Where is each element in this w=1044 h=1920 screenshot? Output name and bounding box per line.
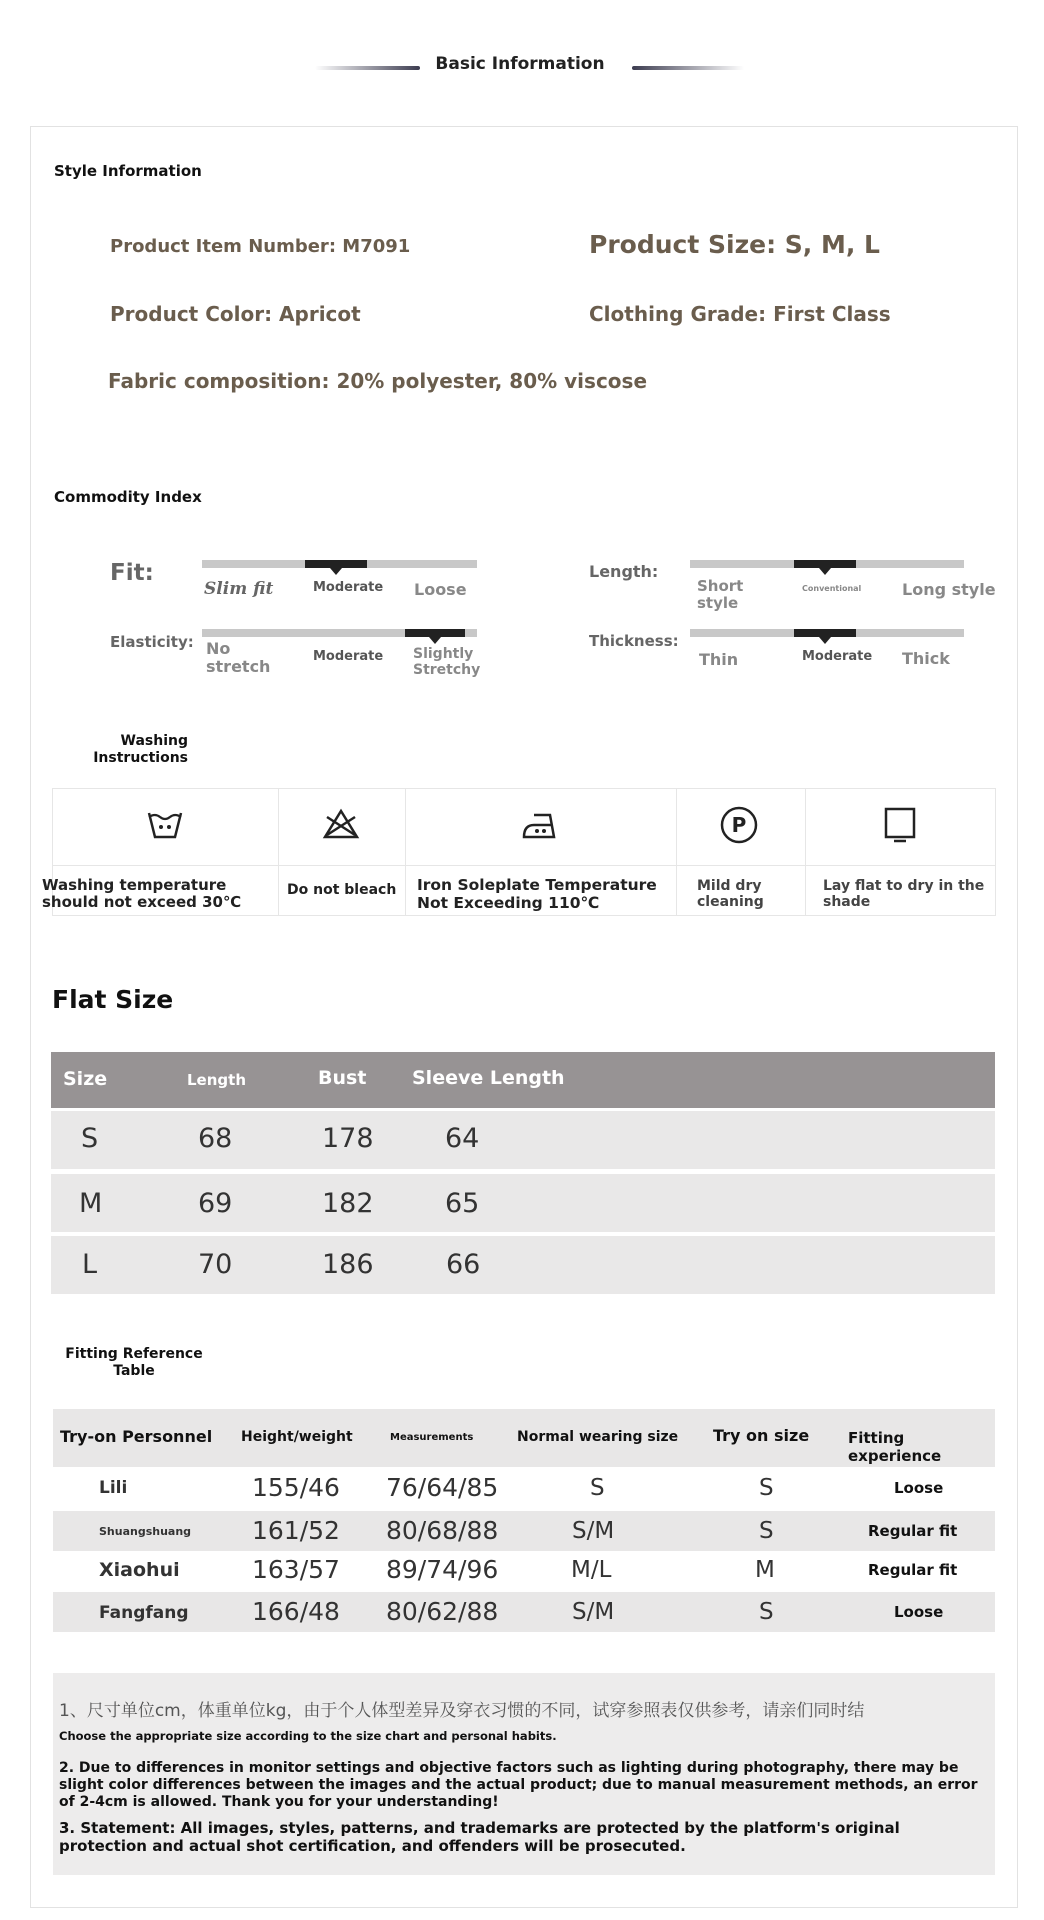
note-line-1: 1、尺寸单位cm，体重单位kg，由于个人体型差异及穿衣习惯的不同，试穿参照表仅供参考，请亲们同时结: [59, 1701, 865, 1721]
length-scale-marker: [794, 560, 856, 568]
cell-personnel: Lili: [99, 1478, 128, 1498]
wash-text-iron: Iron Soleplate Temperature Not Exceeding 110℃: [417, 876, 657, 912]
note-line-1b: Choose the appropriate size according to the size chart and personal habits.: [59, 1729, 557, 1743]
fit-scale-marker: [305, 560, 367, 568]
elasticity-option-moderate: Moderate: [313, 649, 384, 664]
col-normal-size: Normal wearing size: [517, 1429, 679, 1445]
dry-clean-p-icon: [719, 805, 759, 845]
table-row: [53, 1511, 995, 1551]
elasticity-scale-marker: [405, 629, 465, 637]
cell-personnel: Fangfang: [99, 1603, 189, 1623]
col-length: Length: [187, 1071, 246, 1089]
col-sleeve: Sleeve Length: [412, 1067, 565, 1089]
col-height-weight: Height/weight: [241, 1429, 353, 1445]
flat-size-header: [51, 1052, 995, 1108]
wash-text-bleach: Do not bleach: [287, 882, 397, 898]
elasticity-option-none: No stretch: [206, 639, 271, 677]
length-option-long: Long style: [902, 580, 996, 599]
col-experience: Fitting experience: [848, 1429, 942, 1465]
fit-option-loose: Loose: [414, 580, 467, 599]
cell-height-weight: 161/52: [252, 1516, 340, 1545]
table-row: [51, 1111, 995, 1169]
elasticity-option-slight: Slightly Stretchy: [413, 646, 481, 679]
cell-sleeve: 66: [446, 1249, 481, 1280]
header-decor-left: [315, 66, 420, 70]
cell-experience: Regular fit: [868, 1561, 958, 1579]
cell-sleeve: 65: [445, 1188, 480, 1219]
wash-divider: [53, 865, 995, 866]
cell-height-weight: 163/57: [252, 1555, 340, 1584]
elasticity-label: Elasticity:: [110, 633, 194, 651]
cell-length: 70: [198, 1249, 233, 1280]
thickness-option-moderate: Moderate: [802, 649, 873, 664]
style-info-title: Style Information: [54, 162, 202, 180]
product-size: Product Size: S, M, L: [589, 230, 880, 259]
fit-scale-pointer: [330, 568, 342, 575]
table-row: [53, 1592, 995, 1632]
notes-box: [53, 1673, 995, 1875]
content-frame: [30, 126, 1018, 1908]
cell-measurements: 76/64/85: [386, 1473, 499, 1502]
col-measurements: Measurements: [390, 1432, 474, 1443]
thickness-label: Thickness:: [589, 632, 679, 650]
length-scale: [690, 560, 964, 568]
fitting-title: Fitting Reference Table: [65, 1346, 203, 1379]
wash-text-temperature: Washing temperature should not exceed 30℃: [42, 876, 242, 912]
cell-tryon-size: M: [755, 1557, 775, 1583]
cell-size: L: [82, 1249, 98, 1280]
cell-bust: 178: [322, 1123, 374, 1154]
svg-text:P: P: [731, 813, 747, 837]
elasticity-scale-pointer: [429, 637, 441, 644]
cell-length: 68: [198, 1123, 233, 1154]
length-scale-pointer: [819, 568, 831, 575]
thickness-option-thick: Thick: [902, 649, 950, 668]
cell-experience: Loose: [894, 1603, 944, 1621]
cell-height-weight: 166/48: [252, 1597, 340, 1626]
note-line-2: 2. Due to differences in monitor settings and objective factors such as lighting during photography, there may be slight color differences between the images and the actual product; due to manual measurement methods, an error of 2-4cm is allowed. Thank you for your understanding!: [59, 1760, 978, 1810]
fitting-header: [53, 1409, 995, 1467]
cell-personnel: Shuangshuang: [99, 1525, 192, 1538]
col-bust: Bust: [318, 1067, 367, 1089]
cell-normal-size: S/M: [572, 1599, 615, 1625]
cell-experience: Loose: [894, 1479, 944, 1497]
wash-text-dry: Lay flat to dry in the shade: [823, 878, 985, 911]
iron-medium-icon: [520, 805, 560, 845]
col-tryon-size: Try on size: [713, 1426, 810, 1445]
cell-personnel: Xiaohui: [99, 1559, 180, 1581]
no-bleach-icon: [321, 805, 361, 845]
col-size: Size: [63, 1068, 108, 1090]
fabric-composition: Fabric composition: 20% polyester, 80% viscose: [108, 369, 648, 393]
cell-normal-size: S/M: [572, 1518, 615, 1544]
table-row: [53, 1469, 995, 1509]
thickness-scale-pointer: [819, 637, 831, 644]
cell-experience: Regular fit: [868, 1522, 958, 1540]
fit-option-slim: Slim fit: [204, 579, 274, 599]
header-decor-right: [632, 66, 744, 70]
clothing-grade: Clothing Grade: First Class: [589, 302, 891, 326]
fit-label: Fit:: [110, 560, 154, 586]
col-personnel: Try-on Personnel: [60, 1427, 213, 1446]
fit-option-moderate: Moderate: [313, 580, 384, 595]
cell-measurements: 89/74/96: [386, 1555, 499, 1584]
cell-measurements: 80/62/88: [386, 1597, 499, 1626]
cell-tryon-size: S: [759, 1599, 774, 1625]
cell-sleeve: 64: [445, 1123, 480, 1154]
dry-flat-shade-icon: [880, 805, 920, 845]
length-label: Length:: [589, 562, 659, 581]
note-line-3: 3. Statement: All images, styles, patterns, and trademarks are protected by the platform's original protection and actual shot certification, and offenders will be prosecuted.: [59, 1819, 900, 1855]
thickness-option-thin: Thin: [699, 650, 739, 669]
table-row: [51, 1236, 995, 1294]
length-option-short: Short style: [697, 577, 744, 613]
wash-text-dryclean: Mild dry cleaning: [697, 878, 764, 911]
product-color: Product Color: Apricot: [110, 302, 361, 326]
commodity-index-title: Commodity Index: [54, 488, 202, 506]
washing-title: Washing Instructions: [93, 733, 188, 766]
cell-tryon-size: S: [759, 1475, 774, 1501]
table-row: [53, 1551, 995, 1591]
cell-normal-size: S: [590, 1475, 605, 1501]
elasticity-scale: [202, 629, 477, 637]
cell-height-weight: 155/46: [252, 1473, 340, 1502]
cell-normal-size: M/L: [571, 1557, 612, 1583]
thickness-scale-marker: [794, 629, 856, 637]
item-number: Product Item Number: M7091: [110, 236, 411, 257]
cell-bust: 182: [322, 1188, 374, 1219]
cell-length: 69: [198, 1188, 233, 1219]
cell-size: S: [81, 1123, 99, 1154]
cell-size: M: [79, 1188, 103, 1219]
fit-scale: [202, 560, 477, 568]
cell-measurements: 80/68/88: [386, 1516, 499, 1545]
table-row: [51, 1174, 995, 1232]
wash-30-icon: [145, 805, 185, 845]
length-option-conventional: Conventional: [802, 584, 862, 593]
cell-tryon-size: S: [759, 1518, 774, 1544]
cell-bust: 186: [322, 1249, 374, 1280]
flat-size-title: Flat Size: [52, 985, 174, 1014]
page-title: Basic Information: [435, 54, 605, 74]
thickness-scale: [690, 629, 964, 637]
